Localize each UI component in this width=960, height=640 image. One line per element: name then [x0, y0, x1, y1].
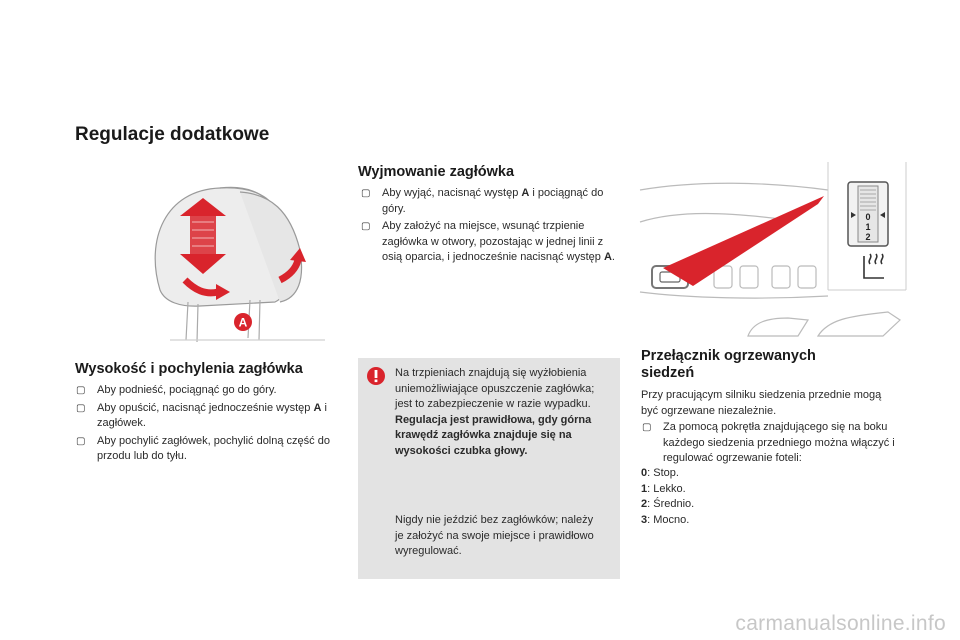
heating-levels	[641, 466, 694, 528]
bullet-icon: ▢	[76, 435, 86, 447]
bullet-icon: ▢	[76, 385, 86, 396]
warning-bold-text: Regulacja jest prawidłowa, gdy górna krawędź zagłówka znajduje się na wysokości czubka głowy.	[395, 413, 592, 457]
list-item: ▢ Aby pochylić zagłówek, pochylić dolną część do przodu lub do tyłu.	[76, 434, 330, 462]
bullet-icon: ▢	[361, 188, 371, 199]
warning-footer: Nigdy nie jeździć bez zagłówków; należy je założyć na swoje miejsce i prawidłowo wyregulować.	[395, 514, 594, 557]
svg-text:0: 0	[865, 212, 871, 222]
removal-instructions	[360, 186, 622, 268]
heat-level-row: 2: Średnio.	[641, 498, 695, 510]
svg-text:2: 2	[865, 232, 871, 242]
heat-level-row: 0: Stop.	[641, 467, 679, 479]
warning-text: Na trzpieniach znajdują się wyżłobienia uniemożliwiające opuszczenie zagłówka; jest to zabezpieczenie w razie wypadku. Regulacja jest prawidłowa, gdy górna krawędź zagłówka znajduje się na wysokości czubka głowy.	[395, 367, 595, 457]
seat-heat-icon	[864, 254, 884, 278]
watermark: carmanualsonline.info	[735, 612, 946, 635]
seat-heating-illustration	[638, 160, 910, 340]
bullet-icon: ▢	[361, 221, 371, 232]
list-item: ▢ Za pomocą pokrętła znajdującego się na boku każdego siedzenia przedniego można włączyć i regulować ogrzewanie foteli:	[642, 421, 895, 464]
list-item: ▢ Aby opuścić, nacisnąć jednocześnie występ A i zagłówek.	[76, 401, 327, 429]
svg-text:1: 1	[865, 222, 871, 232]
heating-instructions	[641, 420, 911, 469]
warning-box	[358, 358, 620, 579]
svg-text:A: A	[238, 315, 248, 330]
list-item: ▢ Aby założyć na miejsce, wsunąć trzpienie zagłówka w otwory, pozostając w jednej linii z osią oparcia, i jednocześnie nacisnąć występ A.	[361, 220, 615, 263]
headrest-instructions	[75, 383, 335, 467]
exclamation-icon	[366, 366, 386, 386]
bullet-icon: ▢	[642, 422, 652, 433]
section-title-headrest: Wysokość i pochylenia zagłówka	[75, 361, 303, 377]
page-title: Regulacje dodatkowe	[75, 124, 270, 145]
heating-intro: Przy pracującym silniku siedzenia przednie mogą być ogrzewane niezależnie.	[641, 389, 882, 417]
section-title-heating: Przełącznik ogrzewanych siedzeń	[641, 348, 816, 381]
section-title-removal: Wyjmowanie zagłówka	[358, 164, 515, 180]
heat-level-row: 1: Lekko.	[641, 482, 686, 495]
list-item: ▢ Aby podnieść, pociągnąć go do góry.	[75, 383, 335, 399]
headrest-illustration	[140, 180, 345, 350]
list-item: ▢ Aby wyjąć, nacisnąć występ A i pociągnąć do góry.	[361, 187, 604, 215]
heat-level-row: 3: Mocno.	[641, 513, 690, 526]
bullet-icon: ▢	[76, 402, 86, 414]
